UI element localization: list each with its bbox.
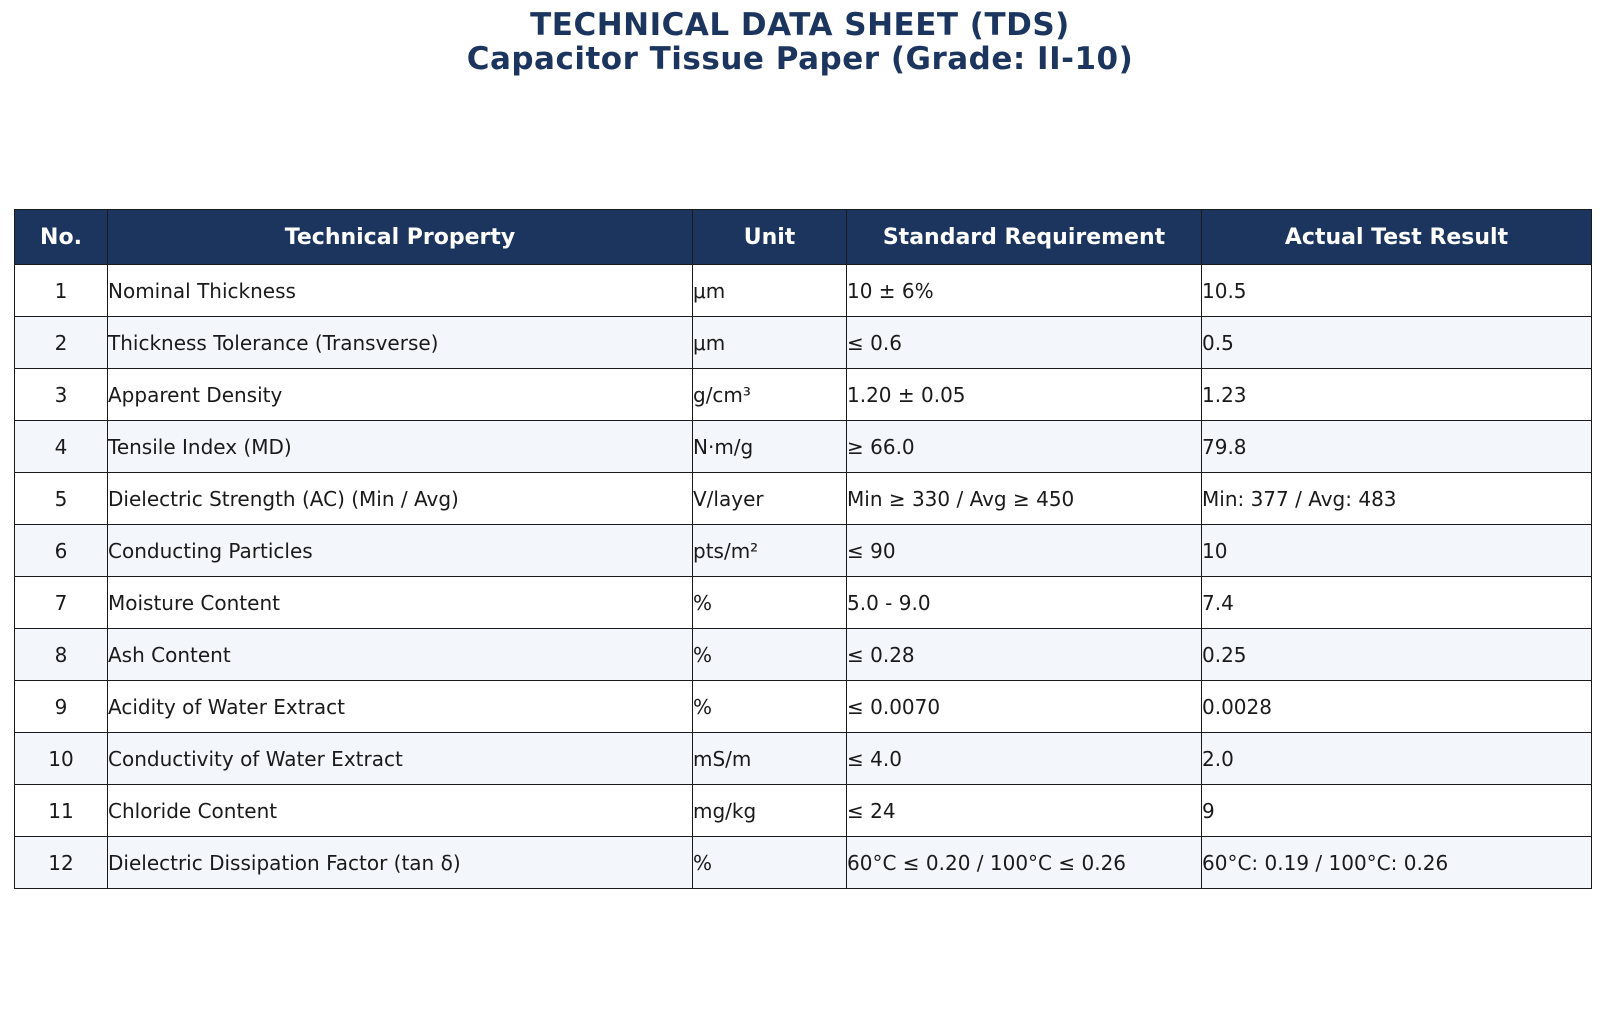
cell-no: 7 <box>15 577 108 629</box>
cell-result: 7.4 <box>1202 577 1592 629</box>
cell-standard: 60°C ≤ 0.20 / 100°C ≤ 0.26 <box>847 837 1202 889</box>
cell-unit: mS/m <box>693 733 847 785</box>
cell-standard: ≤ 0.6 <box>847 317 1202 369</box>
technical-data-table <box>14 209 1592 889</box>
cell-no: 5 <box>15 473 108 525</box>
cell-unit: V/layer <box>693 473 847 525</box>
cell-standard: ≤ 90 <box>847 525 1202 577</box>
cell-unit: g/cm³ <box>693 369 847 421</box>
cell-standard: 1.20 ± 0.05 <box>847 369 1202 421</box>
cell-result: 2.0 <box>1202 733 1592 785</box>
cell-no: 3 <box>15 369 108 421</box>
cell-result: 10.5 <box>1202 265 1592 317</box>
table-row <box>15 525 1592 577</box>
cell-no: 10 <box>15 733 108 785</box>
cell-no: 4 <box>15 421 108 473</box>
cell-unit: % <box>693 837 847 889</box>
table-row <box>15 577 1592 629</box>
table-row <box>15 369 1592 421</box>
cell-result: 0.0028 <box>1202 681 1592 733</box>
title-line-2: Capacitor Tissue Paper (Grade: II-10) <box>466 41 1134 77</box>
table-row <box>15 473 1592 525</box>
table-row <box>15 629 1592 681</box>
cell-no: 2 <box>15 317 108 369</box>
cell-unit: % <box>693 577 847 629</box>
cell-standard: ≥ 66.0 <box>847 421 1202 473</box>
cell-property: Ash Content <box>108 629 693 681</box>
cell-property: Acidity of Water Extract <box>108 681 693 733</box>
table-row <box>15 733 1592 785</box>
cell-unit: % <box>693 681 847 733</box>
cell-property: Dielectric Dissipation Factor (tan δ) <box>108 837 693 889</box>
cell-unit: pts/m² <box>693 525 847 577</box>
cell-result: 9 <box>1202 785 1592 837</box>
cell-result: 79.8 <box>1202 421 1592 473</box>
cell-unit: mg/kg <box>693 785 847 837</box>
cell-result: 0.25 <box>1202 629 1592 681</box>
cell-property: Conductivity of Water Extract <box>108 733 693 785</box>
cell-property: Thickness Tolerance (Transverse) <box>108 317 693 369</box>
header-unit: Unit <box>693 210 847 265</box>
cell-standard: ≤ 24 <box>847 785 1202 837</box>
cell-property: Apparent Density <box>108 369 693 421</box>
title-line-1: TECHNICAL DATA SHEET (TDS) <box>530 7 1070 43</box>
cell-no: 1 <box>15 265 108 317</box>
header-result: Actual Test Result <box>1202 210 1592 265</box>
cell-no: 11 <box>15 785 108 837</box>
table-row <box>15 265 1592 317</box>
header-no: No. <box>15 210 108 265</box>
cell-result: 0.5 <box>1202 317 1592 369</box>
table-row <box>15 317 1592 369</box>
cell-unit: μm <box>693 265 847 317</box>
table-row <box>15 421 1592 473</box>
cell-standard: ≤ 0.28 <box>847 629 1202 681</box>
cell-no: 8 <box>15 629 108 681</box>
cell-result: 1.23 <box>1202 369 1592 421</box>
cell-standard: 5.0 - 9.0 <box>847 577 1202 629</box>
cell-no: 9 <box>15 681 108 733</box>
header-standard: Standard Requirement <box>847 210 1202 265</box>
table-body <box>15 265 1592 889</box>
cell-property: Dielectric Strength (AC) (Min / Avg) <box>108 473 693 525</box>
cell-property: Tensile Index (MD) <box>108 421 693 473</box>
cell-property: Chloride Content <box>108 785 693 837</box>
table-row <box>15 837 1592 889</box>
cell-no: 12 <box>15 837 108 889</box>
cell-property: Nominal Thickness <box>108 265 693 317</box>
cell-property: Conducting Particles <box>108 525 693 577</box>
cell-result: 10 <box>1202 525 1592 577</box>
cell-standard: Min ≥ 330 / Avg ≥ 450 <box>847 473 1202 525</box>
table-row <box>15 681 1592 733</box>
table-header <box>15 210 1592 265</box>
cell-standard: 10 ± 6% <box>847 265 1202 317</box>
cell-standard: ≤ 4.0 <box>847 733 1202 785</box>
cell-standard: ≤ 0.0070 <box>847 681 1202 733</box>
cell-unit: μm <box>693 317 847 369</box>
table-row <box>15 785 1592 837</box>
cell-no: 6 <box>15 525 108 577</box>
cell-property: Moisture Content <box>108 577 693 629</box>
header-row <box>15 210 1592 265</box>
header-property: Technical Property <box>108 210 693 265</box>
cell-result: 60°C: 0.19 / 100°C: 0.26 <box>1202 837 1592 889</box>
cell-unit: N·m/g <box>693 421 847 473</box>
cell-result: Min: 377 / Avg: 483 <box>1202 473 1592 525</box>
document-title <box>0 8 1600 76</box>
cell-unit: % <box>693 629 847 681</box>
